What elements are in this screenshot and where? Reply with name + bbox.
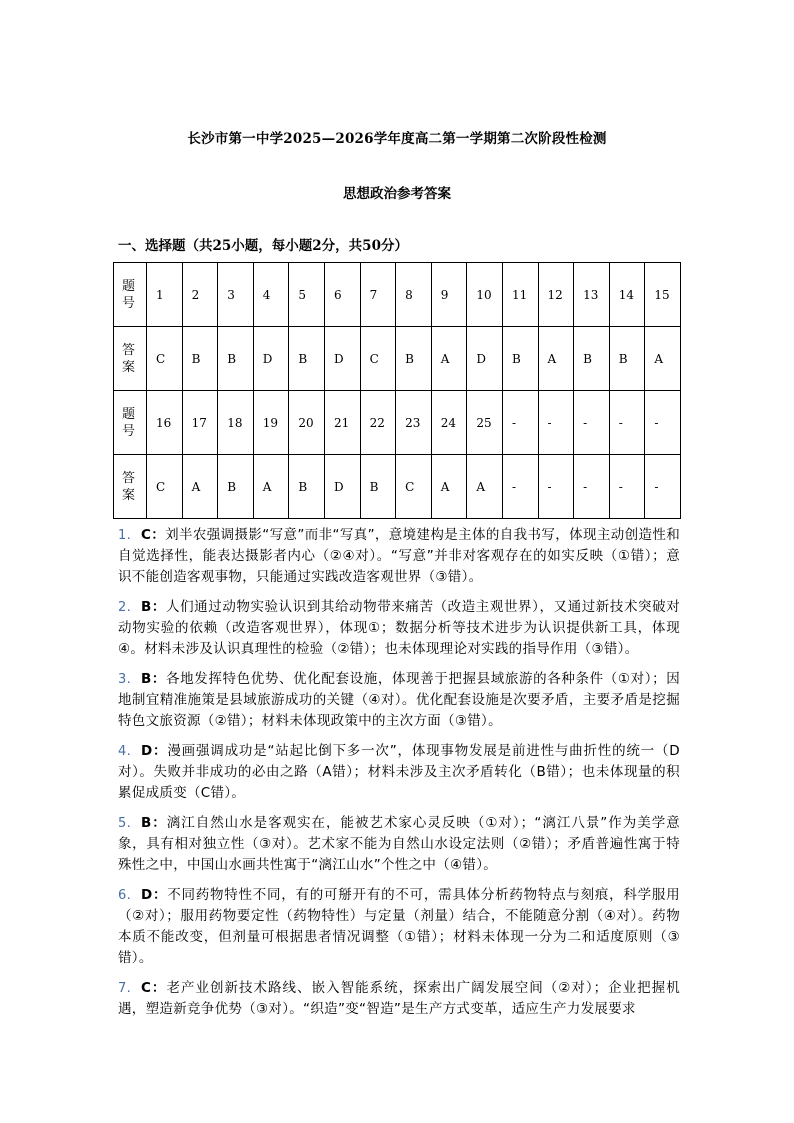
item-text: 老产业创新技术路线、嵌入智能系统，探索出广阔发展空间（②对）；企业把握机遇，塑造新竞争优势（③对）。“织造”变“智造”是生产方式变革，适应生产力发展要求 [118,980,680,1017]
row-header [114,327,147,391]
table-cell: 12 [538,263,574,327]
table-cell: C [147,455,183,519]
question-number-row [114,391,681,455]
row-header-char: 号 [122,423,136,439]
table-cell: 25 [467,391,503,455]
table-cell: - [609,455,645,519]
table-cell: A [253,455,289,519]
table-cell: A [538,327,574,391]
table-cell: 9 [431,263,467,327]
item-text: 刘半农强调摄影“写意”而非“写真”，意境建构是主体的自我书写，体现主动创造性和自觉选择性，能表达摄影者内心（②④对）。“写意”并非对客观存在的如实反映（①错）；意识不能创造客观事物，只能通过实践改造客观世界（③错）。 [118,527,680,585]
table-cell: B [289,327,325,391]
item-answer: B： [141,671,167,687]
explanation-item [118,813,680,876]
table-cell: A [645,327,681,391]
table-cell: 19 [253,391,289,455]
table-cell: C [147,327,183,391]
table-cell: B [182,327,218,391]
table-cell: - [538,455,574,519]
explanation-item [118,597,680,660]
table-cell: B [396,327,432,391]
row-header-char: 题 [122,406,136,422]
explanations-list [118,525,680,1029]
table-cell: 21 [324,391,360,455]
table-cell: A [431,327,467,391]
table-cell: 13 [574,263,610,327]
table-cell: 7 [360,263,396,327]
table-cell: - [502,455,538,519]
table-cell: B [502,327,538,391]
table-cell: - [609,391,645,455]
item-answer: B： [141,815,167,831]
table-cell: B [609,327,645,391]
item-answer: C： [141,980,167,996]
table-cell: - [574,455,610,519]
row-header [114,391,147,455]
table-cell: 2 [182,263,218,327]
item-number: 3. [118,672,132,687]
table-cell: 20 [289,391,325,455]
table-cell: D [324,327,360,391]
table-cell: 5 [289,263,325,327]
explanation-item [118,978,680,1020]
item-number: 7. [118,981,132,996]
table-cell: - [538,391,574,455]
table-cell: A [467,455,503,519]
explanation-item [118,525,680,588]
table-cell: 11 [502,263,538,327]
item-text: 不同药物特性不同，有的可掰开有的不可，需具体分析药物特点与刻痕，科学服用（②对）；服用药物要定性（药物特性）与定量（剂量）结合，不能随意分割（④对）。药物本质不能改变，但剂量可根据患者情况调整（①错）；材料未体现一分为二和适度原则（③错）。 [118,887,680,966]
answer-row [114,455,681,519]
row-header [114,455,147,519]
item-number: 1. [118,528,132,543]
section-heading: 一、选择题（共25小题，每小题2分，共50分） [118,238,408,254]
table-cell: C [396,455,432,519]
answer-row [114,327,681,391]
item-text: 漓江自然山水是客观实在，能被艺术家心灵反映（①对）；“漓江八景”作为美学意象，具有相对独立性（③对）。艺术家不能为自然山水设定法则（②错）；矛盾普遍性寓于特殊性之中，中国山水画共性寓于“漓江山水”个性之中（④错）。 [118,815,680,873]
page-subtitle: 思想政治参考答案 [343,186,451,202]
table-cell: 4 [253,263,289,327]
table-cell: D [467,327,503,391]
row-header-char: 答 [122,342,136,358]
page-title: 长沙市第一中学2025—2026学年度高二第一学期第二次阶段性检测 [187,131,607,147]
table-cell: D [253,327,289,391]
table-cell: B [289,455,325,519]
table-cell: 16 [147,391,183,455]
item-answer: B： [141,599,166,615]
table-cell: B [360,455,396,519]
explanation-item [118,669,680,732]
item-answer: C： [141,527,166,543]
table-cell: - [645,455,681,519]
row-header-char: 案 [122,359,136,375]
row-header-char: 题 [122,278,136,294]
table-cell: A [431,455,467,519]
table-cell: 23 [396,391,432,455]
explanation-item [118,741,680,804]
item-text: 人们通过动物实验认识到其给动物带来痛苦（改造主观世界），又通过新技术突破对动物实验的依赖（改造客观世界），体现①；数据分析等技术进步为认识提供新工具，体现④。材料未涉及认识真理性的检验（②错）；也未体现理论对实践的指导作用（③错）。 [118,599,681,657]
table-cell: 17 [182,391,218,455]
table-cell: 24 [431,391,467,455]
table-cell: B [574,327,610,391]
item-number: 6. [118,888,132,903]
item-answer: D： [141,887,168,903]
table-cell: 22 [360,391,396,455]
table-cell: - [574,391,610,455]
table-cell: 3 [218,263,254,327]
answer-table [113,262,681,519]
row-header-char: 号 [122,295,136,311]
table-cell: D [324,455,360,519]
table-cell: A [182,455,218,519]
item-text: 漫画强调成功是“站起比倒下多一次”，体现事物发展是前进性与曲折性的统一（D对）。失败并非成功的必由之路（A错）；材料未涉及主次矛盾转化（B错）；也未体现量的积累促成质变（C错）。 [118,743,681,801]
question-number-row [114,263,681,327]
table-cell: 18 [218,391,254,455]
item-number: 2. [118,600,132,615]
table-cell: B [218,327,254,391]
item-answer: D： [141,743,168,759]
explanation-item [118,885,680,969]
row-header-char: 案 [122,487,136,503]
table-cell: C [360,327,396,391]
table-cell: 6 [324,263,360,327]
table-cell: B [218,455,254,519]
table-cell: 15 [645,263,681,327]
table-cell: 1 [147,263,183,327]
table-cell: 8 [396,263,432,327]
table-cell: 14 [609,263,645,327]
table-cell: - [645,391,681,455]
item-number: 4. [118,744,132,759]
row-header [114,263,147,327]
item-number: 5. [118,816,132,831]
table-cell: - [502,391,538,455]
item-text: 各地发挥特色优势、优化配套设施，体现善于把握县域旅游的各种条件（①对）；因地制宜精准施策是县域旅游成功的关键（④对）。优化配套设施是次要矛盾，主要矛盾是挖掘特色文旅资源（②错）；材料未体现政策中的主次方面（③错）。 [118,671,680,729]
row-header-char: 答 [122,470,136,486]
table-cell: 10 [467,263,503,327]
